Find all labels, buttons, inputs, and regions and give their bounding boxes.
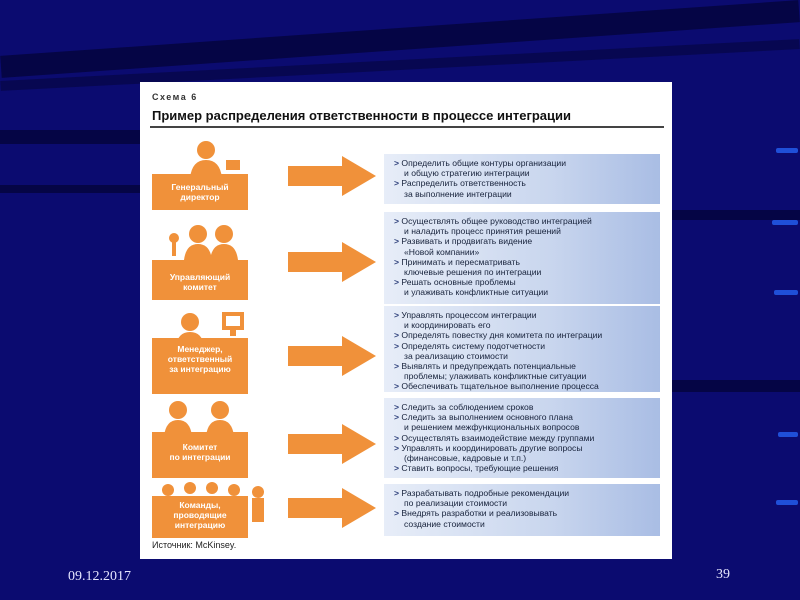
task-item: > Внедрять разработки и реализовывать создание стоимости: [394, 508, 558, 529]
slide-page-number: 39: [716, 567, 730, 582]
role-label: Команды, проводящие интеграцию: [173, 500, 227, 530]
bullet-chevron-icon: >: [394, 330, 402, 341]
decorative-dash: [776, 500, 798, 505]
task-item: > Разрабатывать подробные рекомендации по реализации стоимости: [394, 488, 570, 509]
role-figure: [150, 396, 278, 482]
bullet-chevron-icon: >: [394, 488, 402, 498]
bullet-chevron-icon: >: [394, 178, 402, 189]
task-item: > Выявлять и предупреждать потенциальные проблемы; улаживать конфликтные ситуации: [394, 361, 587, 382]
role-label: Комитет по интеграции: [169, 442, 231, 462]
integration-committee-figure-icon: [150, 396, 278, 482]
task-item: > Управлять и координировать другие вопросы (финансовые, кадровые и т.п.): [394, 442, 583, 464]
right-arrow-icon: [288, 242, 378, 282]
bullet-chevron-icon: >: [394, 463, 402, 474]
background-band: [0, 185, 140, 193]
bullet-chevron-icon: >: [394, 236, 402, 247]
bullet-chevron-icon: >: [394, 277, 402, 288]
right-arrow-icon: [288, 488, 378, 528]
source-note: Источник: McKinsey.: [152, 540, 237, 550]
bullet-chevron-icon: >: [394, 508, 402, 519]
task-panel: [384, 306, 660, 392]
responsibility-row: [140, 396, 672, 482]
slide-date: 09.12.2017: [68, 569, 131, 584]
task-item: > Принимать и пересматривать ключевые решения по интеграции: [394, 256, 542, 278]
role-label: Генеральный директор: [171, 182, 229, 202]
background-band: [672, 210, 800, 220]
task-item: > Обеспечивать тщательное выполнение процесса: [394, 381, 599, 392]
bullet-chevron-icon: >: [394, 256, 402, 267]
role-label: Менеджер, ответственный за интеграцию: [167, 344, 233, 374]
bullet-chevron-icon: >: [394, 340, 402, 351]
task-item: > Управлять процессом интеграции и координировать его: [394, 310, 537, 331]
role-label: Управляющий комитет: [169, 272, 231, 292]
bullet-chevron-icon: >: [394, 432, 402, 443]
task-item: > Определять повестку дня комитета по интеграции: [394, 330, 603, 341]
diagram-card: [140, 82, 672, 559]
task-panel: [384, 212, 660, 304]
decorative-dash: [774, 290, 798, 295]
role-figure: [150, 138, 278, 212]
task-panel: [384, 484, 660, 536]
right-arrow-icon: [288, 424, 378, 464]
role-figure: [150, 220, 278, 304]
task-panel: [384, 154, 660, 204]
responsibility-row: [140, 216, 672, 304]
task-panel: [384, 398, 660, 478]
task-item: > Решать основные проблемы и улаживать конфликтные ситуации: [394, 277, 549, 298]
task-item: > Определять систему подотчетности за реализацию стоимости: [394, 340, 546, 361]
responsibility-row: [140, 138, 672, 212]
task-item: > Следить за соблюдением сроков: [394, 402, 534, 412]
bullet-chevron-icon: >: [394, 412, 402, 423]
bullet-chevron-icon: >: [394, 402, 402, 412]
decorative-dash: [778, 432, 798, 437]
decorative-dash: [776, 148, 798, 153]
title-divider: [150, 126, 664, 128]
diagram-title: Пример распределения ответственности в процессе интеграции: [152, 108, 572, 123]
responsibility-row: [140, 482, 672, 540]
role-figure: [150, 310, 278, 396]
bullet-chevron-icon: >: [394, 310, 402, 320]
background-band: [0, 130, 140, 144]
decorative-dash: [772, 220, 798, 225]
right-arrow-icon: [288, 336, 378, 376]
responsibility-row: [140, 310, 672, 396]
bullet-chevron-icon: >: [394, 381, 402, 392]
background-band: [672, 380, 800, 392]
right-arrow-icon: [288, 156, 378, 196]
scheme-label: Схема 6: [152, 92, 198, 102]
bullet-chevron-icon: >: [394, 442, 402, 453]
role-figure: [150, 482, 278, 540]
task-item: > Определить общие контуры организации и общую стратегию интеграции: [394, 158, 567, 179]
task-item: > Распределить ответственность за выполнение интеграции: [394, 178, 526, 199]
task-item: > Ставить вопросы, требующие решения: [394, 463, 559, 474]
task-item: > Осуществлять общее руководство интеграцией и наладить процесс принятия решений: [394, 216, 592, 237]
bullet-chevron-icon: >: [394, 216, 402, 226]
bullet-chevron-icon: >: [394, 361, 402, 372]
task-item: > Развивать и продвигать видение «Новой компании»: [394, 236, 533, 257]
task-item: > Следить за выполнением основного плана и решением межфункциональных вопросов: [394, 412, 580, 433]
bullet-chevron-icon: >: [394, 158, 402, 168]
task-item: > Осуществлять взаимодействие между группами: [394, 432, 595, 443]
